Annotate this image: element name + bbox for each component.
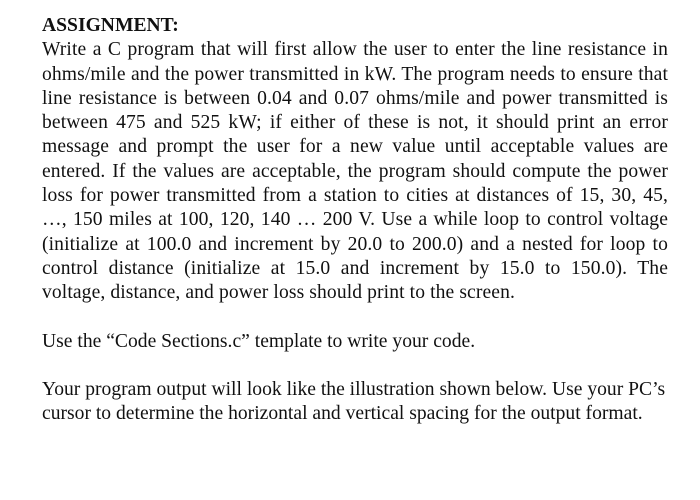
assignment-paragraph-main: Write a C program that will first allow the user to enter the line resistance in ohms/mile and the power transmitted in kW. The program needs to ensure that line resistance is between 0.04 and 0.07 ohms/mile and power transmitted is between 475 and 525 kW; if either of these is not, it should print an error message and prompt the user for a new value until acceptable values are entered. If the values are acceptable, the program should compute the power loss for power transmitted from a station to cities at distances of 15, 30, 45, …, 150 miles at 100, 120, 140 … 200 V. Use a while loop to control voltage (initialize at 100.0 and increment by 20.0 to 200.0) and a nested for loop to control distance (initialize at 15.0 and increment by 15.0 to 150.0). The voltage, distance, and power loss should print to the screen.	[42, 39, 668, 304]
assignment-heading: ASSIGNMENT:	[42, 15, 179, 36]
assignment-document	[42, 14, 668, 426]
assignment-paragraph-template: Use the “Code Sections.c” template to write your code.	[42, 330, 476, 352]
assignment-paragraph-output: Your program output will look like the illustration shown below. Use your PC’s cursor to determine the horizontal and vertical spacing for the output format.	[42, 378, 666, 425]
paragraph-spacer	[42, 354, 668, 378]
paragraph-spacer	[42, 306, 668, 330]
